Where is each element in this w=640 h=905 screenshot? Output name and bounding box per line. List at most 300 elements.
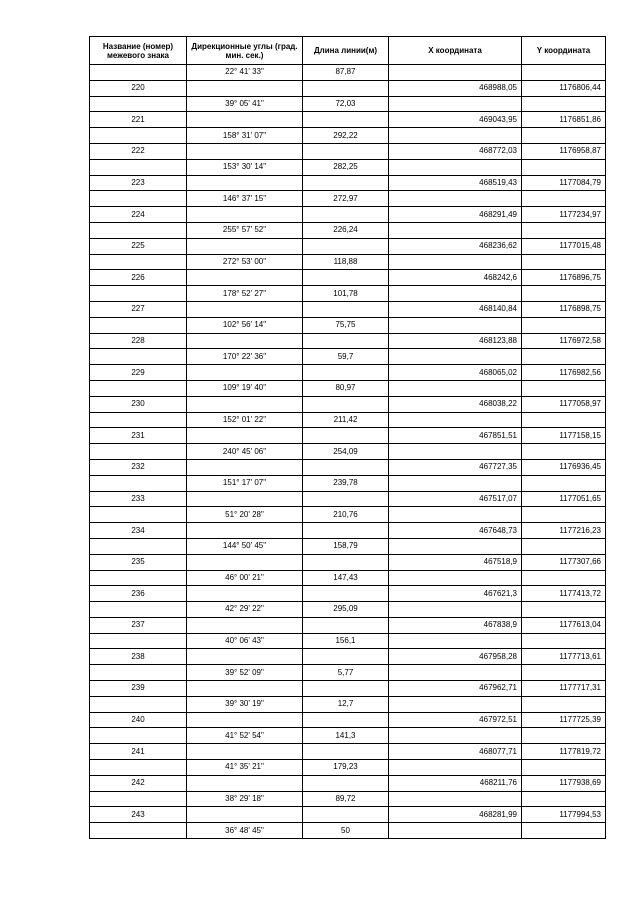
segment-length: 80,97 bbox=[303, 380, 389, 396]
segment-row bbox=[90, 286, 606, 302]
segment-row bbox=[90, 65, 606, 81]
point-angle-cell bbox=[187, 112, 303, 128]
segment-length: 89,72 bbox=[303, 791, 389, 807]
segment-length: 254,09 bbox=[303, 444, 389, 460]
point-name: 230 bbox=[90, 396, 187, 412]
point-y: 1176936,45 bbox=[522, 459, 606, 475]
segment-x-cell bbox=[389, 791, 522, 807]
segment-y-cell bbox=[522, 633, 606, 649]
segment-angle: 39° 30' 19" bbox=[187, 696, 303, 712]
header-length: Длина линии(м) bbox=[303, 37, 389, 65]
segment-name-cell bbox=[90, 728, 187, 744]
point-angle-cell bbox=[187, 365, 303, 381]
segment-row bbox=[90, 254, 606, 270]
point-angle-cell bbox=[187, 270, 303, 286]
segment-y-cell bbox=[522, 665, 606, 681]
segment-name-cell bbox=[90, 286, 187, 302]
segment-x-cell bbox=[389, 191, 522, 207]
segment-x-cell bbox=[389, 286, 522, 302]
segment-angle: 272° 53' 00" bbox=[187, 254, 303, 270]
point-length-cell bbox=[303, 554, 389, 570]
point-x: 467851,51 bbox=[389, 428, 522, 444]
segment-row bbox=[90, 602, 606, 618]
segment-angle: 255° 57' 52" bbox=[187, 222, 303, 238]
point-length-cell bbox=[303, 807, 389, 823]
point-length-cell bbox=[303, 365, 389, 381]
point-y: 1176958,87 bbox=[522, 143, 606, 159]
segment-x-cell bbox=[389, 602, 522, 618]
point-y: 1176806,44 bbox=[522, 80, 606, 96]
segment-x-cell bbox=[389, 254, 522, 270]
segment-y-cell bbox=[522, 412, 606, 428]
point-y: 1177158,15 bbox=[522, 428, 606, 444]
segment-row bbox=[90, 222, 606, 238]
point-row bbox=[90, 396, 606, 412]
segment-angle: 22° 41' 33" bbox=[187, 65, 303, 81]
header-name: Название (номер) межевого знака bbox=[90, 37, 187, 65]
segment-angle: 51° 20' 28" bbox=[187, 507, 303, 523]
point-y: 1177307,66 bbox=[522, 554, 606, 570]
point-y: 1177613,04 bbox=[522, 617, 606, 633]
point-x: 468065,02 bbox=[389, 365, 522, 381]
segment-angle: 144° 50' 45" bbox=[187, 538, 303, 554]
segment-name-cell bbox=[90, 760, 187, 776]
segment-name-cell bbox=[90, 254, 187, 270]
point-x: 467838,9 bbox=[389, 617, 522, 633]
segment-length: 272,97 bbox=[303, 191, 389, 207]
point-name: 233 bbox=[90, 491, 187, 507]
segment-name-cell bbox=[90, 665, 187, 681]
point-angle-cell bbox=[187, 807, 303, 823]
segment-name-cell bbox=[90, 791, 187, 807]
point-row bbox=[90, 681, 606, 697]
segment-y-cell bbox=[522, 760, 606, 776]
table-header-row bbox=[90, 37, 606, 65]
point-y: 1177819,72 bbox=[522, 744, 606, 760]
point-x: 467621,3 bbox=[389, 586, 522, 602]
point-angle-cell bbox=[187, 554, 303, 570]
segment-angle: 42° 29' 22" bbox=[187, 602, 303, 618]
point-length-cell bbox=[303, 428, 389, 444]
point-row bbox=[90, 428, 606, 444]
segment-y-cell bbox=[522, 728, 606, 744]
segment-y-cell bbox=[522, 538, 606, 554]
point-row bbox=[90, 301, 606, 317]
segment-name-cell bbox=[90, 96, 187, 112]
point-row bbox=[90, 270, 606, 286]
point-length-cell bbox=[303, 80, 389, 96]
point-length-cell bbox=[303, 491, 389, 507]
point-y: 1176896,75 bbox=[522, 270, 606, 286]
point-angle-cell bbox=[187, 333, 303, 349]
segment-angle: 102° 56' 14" bbox=[187, 317, 303, 333]
point-x: 468038,22 bbox=[389, 396, 522, 412]
point-angle-cell bbox=[187, 238, 303, 254]
point-x: 468291,49 bbox=[389, 207, 522, 223]
segment-name-cell bbox=[90, 475, 187, 491]
segment-angle: 240° 45' 06" bbox=[187, 444, 303, 460]
segment-name-cell bbox=[90, 159, 187, 175]
segment-length: 5,77 bbox=[303, 665, 389, 681]
point-length-cell bbox=[303, 175, 389, 191]
point-row bbox=[90, 775, 606, 791]
segment-angle: 41° 35' 21" bbox=[187, 760, 303, 776]
segment-length: 156,1 bbox=[303, 633, 389, 649]
point-length-cell bbox=[303, 744, 389, 760]
point-y: 1177051,65 bbox=[522, 491, 606, 507]
segment-y-cell bbox=[522, 791, 606, 807]
point-row bbox=[90, 744, 606, 760]
segment-x-cell bbox=[389, 538, 522, 554]
segment-x-cell bbox=[389, 665, 522, 681]
segment-y-cell bbox=[522, 65, 606, 81]
segment-name-cell bbox=[90, 222, 187, 238]
header-y: Y координата bbox=[522, 37, 606, 65]
point-angle-cell bbox=[187, 617, 303, 633]
point-length-cell bbox=[303, 333, 389, 349]
segment-y-cell bbox=[522, 602, 606, 618]
point-name: 227 bbox=[90, 301, 187, 317]
segment-name-cell bbox=[90, 602, 187, 618]
segment-angle: 152° 01' 22" bbox=[187, 412, 303, 428]
point-angle-cell bbox=[187, 175, 303, 191]
point-x: 467727,35 bbox=[389, 459, 522, 475]
segment-length: 239,78 bbox=[303, 475, 389, 491]
segment-angle: 46° 00' 21" bbox=[187, 570, 303, 586]
segment-y-cell bbox=[522, 444, 606, 460]
point-row bbox=[90, 207, 606, 223]
point-x: 468281,99 bbox=[389, 807, 522, 823]
segment-name-cell bbox=[90, 633, 187, 649]
point-length-cell bbox=[303, 143, 389, 159]
segment-row bbox=[90, 475, 606, 491]
point-name: 228 bbox=[90, 333, 187, 349]
segment-row bbox=[90, 380, 606, 396]
point-name: 222 bbox=[90, 143, 187, 159]
segment-length: 141,3 bbox=[303, 728, 389, 744]
point-name: 231 bbox=[90, 428, 187, 444]
segment-name-cell bbox=[90, 538, 187, 554]
point-row bbox=[90, 80, 606, 96]
segment-length: 226,24 bbox=[303, 222, 389, 238]
segment-length: 295,09 bbox=[303, 602, 389, 618]
point-y: 1176898,75 bbox=[522, 301, 606, 317]
point-angle-cell bbox=[187, 301, 303, 317]
point-row bbox=[90, 143, 606, 159]
point-x: 468772,03 bbox=[389, 143, 522, 159]
point-y: 1177058,97 bbox=[522, 396, 606, 412]
segment-row bbox=[90, 633, 606, 649]
point-angle-cell bbox=[187, 744, 303, 760]
point-name: 225 bbox=[90, 238, 187, 254]
point-x: 467518,9 bbox=[389, 554, 522, 570]
point-x: 467517,07 bbox=[389, 491, 522, 507]
point-x: 468077,71 bbox=[389, 744, 522, 760]
point-name: 241 bbox=[90, 744, 187, 760]
point-y: 1177938,69 bbox=[522, 775, 606, 791]
segment-y-cell bbox=[522, 128, 606, 144]
point-name: 238 bbox=[90, 649, 187, 665]
point-row bbox=[90, 491, 606, 507]
segment-x-cell bbox=[389, 412, 522, 428]
segment-x-cell bbox=[389, 65, 522, 81]
point-row bbox=[90, 333, 606, 349]
point-y: 1176982,56 bbox=[522, 365, 606, 381]
segment-name-cell bbox=[90, 412, 187, 428]
point-row bbox=[90, 238, 606, 254]
segment-length: 179,23 bbox=[303, 760, 389, 776]
segment-x-cell bbox=[389, 222, 522, 238]
segment-length: 210,76 bbox=[303, 507, 389, 523]
point-y: 1177725,39 bbox=[522, 712, 606, 728]
point-angle-cell bbox=[187, 586, 303, 602]
segment-y-cell bbox=[522, 696, 606, 712]
segment-angle: 39° 52' 09" bbox=[187, 665, 303, 681]
point-length-cell bbox=[303, 459, 389, 475]
point-angle-cell bbox=[187, 681, 303, 697]
segment-name-cell bbox=[90, 570, 187, 586]
segment-y-cell bbox=[522, 222, 606, 238]
segment-x-cell bbox=[389, 475, 522, 491]
segment-angle: 36° 48' 45" bbox=[187, 823, 303, 839]
point-row bbox=[90, 175, 606, 191]
point-row bbox=[90, 459, 606, 475]
point-y: 1177234,97 bbox=[522, 207, 606, 223]
segment-x-cell bbox=[389, 128, 522, 144]
segment-name-cell bbox=[90, 65, 187, 81]
point-row bbox=[90, 807, 606, 823]
segment-x-cell bbox=[389, 823, 522, 839]
point-row bbox=[90, 112, 606, 128]
segment-length: 101,78 bbox=[303, 286, 389, 302]
segment-length: 282,25 bbox=[303, 159, 389, 175]
segment-name-cell bbox=[90, 507, 187, 523]
point-y: 1177015,48 bbox=[522, 238, 606, 254]
segment-angle: 109° 19' 40" bbox=[187, 380, 303, 396]
segment-name-cell bbox=[90, 349, 187, 365]
point-angle-cell bbox=[187, 80, 303, 96]
segment-row bbox=[90, 665, 606, 681]
point-angle-cell bbox=[187, 428, 303, 444]
segment-row bbox=[90, 538, 606, 554]
point-row bbox=[90, 365, 606, 381]
point-x: 468211,76 bbox=[389, 775, 522, 791]
segment-row bbox=[90, 728, 606, 744]
point-y: 1176972,58 bbox=[522, 333, 606, 349]
point-angle-cell bbox=[187, 649, 303, 665]
segment-length: 75,75 bbox=[303, 317, 389, 333]
point-x: 467958,28 bbox=[389, 649, 522, 665]
point-x: 468140,84 bbox=[389, 301, 522, 317]
segment-row bbox=[90, 570, 606, 586]
point-x: 468236,62 bbox=[389, 238, 522, 254]
segment-y-cell bbox=[522, 254, 606, 270]
point-name: 226 bbox=[90, 270, 187, 286]
segment-row bbox=[90, 159, 606, 175]
segment-y-cell bbox=[522, 349, 606, 365]
segment-row bbox=[90, 128, 606, 144]
segment-y-cell bbox=[522, 159, 606, 175]
point-name: 239 bbox=[90, 681, 187, 697]
point-name: 242 bbox=[90, 775, 187, 791]
point-row bbox=[90, 617, 606, 633]
point-length-cell bbox=[303, 396, 389, 412]
point-y: 1177994,53 bbox=[522, 807, 606, 823]
segment-x-cell bbox=[389, 96, 522, 112]
point-angle-cell bbox=[187, 396, 303, 412]
segment-row bbox=[90, 191, 606, 207]
segment-name-cell bbox=[90, 823, 187, 839]
segment-y-cell bbox=[522, 96, 606, 112]
point-length-cell bbox=[303, 775, 389, 791]
point-row bbox=[90, 523, 606, 539]
point-row bbox=[90, 554, 606, 570]
segment-length: 158,79 bbox=[303, 538, 389, 554]
segment-length: 147,43 bbox=[303, 570, 389, 586]
point-y: 1177084,79 bbox=[522, 175, 606, 191]
segment-y-cell bbox=[522, 507, 606, 523]
segment-length: 12,7 bbox=[303, 696, 389, 712]
segment-row bbox=[90, 760, 606, 776]
point-length-cell bbox=[303, 712, 389, 728]
header-angle: Дирекционные углы (град. мин. сек.) bbox=[187, 37, 303, 65]
segment-angle: 151° 17' 07" bbox=[187, 475, 303, 491]
point-length-cell bbox=[303, 112, 389, 128]
segment-name-cell bbox=[90, 444, 187, 460]
segment-row bbox=[90, 444, 606, 460]
segment-row bbox=[90, 349, 606, 365]
point-x: 468519,43 bbox=[389, 175, 522, 191]
point-name: 232 bbox=[90, 459, 187, 475]
point-angle-cell bbox=[187, 712, 303, 728]
point-name: 240 bbox=[90, 712, 187, 728]
segment-length: 87,87 bbox=[303, 65, 389, 81]
segment-y-cell bbox=[522, 317, 606, 333]
segment-name-cell bbox=[90, 380, 187, 396]
segment-angle: 158° 31' 07" bbox=[187, 128, 303, 144]
point-name: 223 bbox=[90, 175, 187, 191]
point-name: 229 bbox=[90, 365, 187, 381]
segment-angle: 38° 29' 18" bbox=[187, 791, 303, 807]
segment-x-cell bbox=[389, 380, 522, 396]
point-angle-cell bbox=[187, 491, 303, 507]
point-name: 237 bbox=[90, 617, 187, 633]
point-y: 1176851,86 bbox=[522, 112, 606, 128]
segment-row bbox=[90, 412, 606, 428]
segment-row bbox=[90, 507, 606, 523]
segment-length: 50 bbox=[303, 823, 389, 839]
segment-y-cell bbox=[522, 570, 606, 586]
point-row bbox=[90, 649, 606, 665]
point-name: 235 bbox=[90, 554, 187, 570]
point-name: 221 bbox=[90, 112, 187, 128]
table-body bbox=[90, 65, 606, 839]
point-row bbox=[90, 586, 606, 602]
segment-length: 292,22 bbox=[303, 128, 389, 144]
segment-row bbox=[90, 791, 606, 807]
segment-y-cell bbox=[522, 823, 606, 839]
point-x: 468988,05 bbox=[389, 80, 522, 96]
segment-length: 211,42 bbox=[303, 412, 389, 428]
segment-x-cell bbox=[389, 570, 522, 586]
point-x: 469043,95 bbox=[389, 112, 522, 128]
point-name: 236 bbox=[90, 586, 187, 602]
segment-row bbox=[90, 96, 606, 112]
segment-angle: 41° 52' 54" bbox=[187, 728, 303, 744]
point-angle-cell bbox=[187, 143, 303, 159]
point-angle-cell bbox=[187, 523, 303, 539]
point-length-cell bbox=[303, 523, 389, 539]
segment-x-cell bbox=[389, 349, 522, 365]
point-length-cell bbox=[303, 649, 389, 665]
segment-x-cell bbox=[389, 760, 522, 776]
point-row bbox=[90, 712, 606, 728]
segment-length: 59,7 bbox=[303, 349, 389, 365]
segment-x-cell bbox=[389, 159, 522, 175]
segment-y-cell bbox=[522, 475, 606, 491]
segment-angle: 153° 30' 14" bbox=[187, 159, 303, 175]
point-length-cell bbox=[303, 270, 389, 286]
point-angle-cell bbox=[187, 207, 303, 223]
segment-name-cell bbox=[90, 191, 187, 207]
segment-x-cell bbox=[389, 317, 522, 333]
point-y: 1177413,72 bbox=[522, 586, 606, 602]
segment-row bbox=[90, 696, 606, 712]
segment-name-cell bbox=[90, 317, 187, 333]
segment-length: 118,88 bbox=[303, 254, 389, 270]
segment-x-cell bbox=[389, 444, 522, 460]
segment-x-cell bbox=[389, 728, 522, 744]
point-name: 234 bbox=[90, 523, 187, 539]
segment-angle: 178° 52' 27" bbox=[187, 286, 303, 302]
point-x: 467648,73 bbox=[389, 523, 522, 539]
point-length-cell bbox=[303, 238, 389, 254]
segment-angle: 170° 22' 36" bbox=[187, 349, 303, 365]
header-x: X координата bbox=[389, 37, 522, 65]
segment-name-cell bbox=[90, 696, 187, 712]
segment-row bbox=[90, 317, 606, 333]
point-x: 468242,6 bbox=[389, 270, 522, 286]
point-y: 1177717,31 bbox=[522, 681, 606, 697]
segment-row bbox=[90, 823, 606, 839]
segment-y-cell bbox=[522, 191, 606, 207]
point-x: 468123,88 bbox=[389, 333, 522, 349]
point-length-cell bbox=[303, 207, 389, 223]
point-length-cell bbox=[303, 586, 389, 602]
segment-angle: 146° 37' 15" bbox=[187, 191, 303, 207]
point-y: 1177713,61 bbox=[522, 649, 606, 665]
point-x: 467962,71 bbox=[389, 681, 522, 697]
point-length-cell bbox=[303, 301, 389, 317]
boundary-coordinates-table bbox=[89, 36, 606, 839]
segment-y-cell bbox=[522, 286, 606, 302]
segment-x-cell bbox=[389, 507, 522, 523]
point-y: 1177216,23 bbox=[522, 523, 606, 539]
segment-x-cell bbox=[389, 633, 522, 649]
point-length-cell bbox=[303, 617, 389, 633]
segment-angle: 39° 05' 41" bbox=[187, 96, 303, 112]
point-angle-cell bbox=[187, 459, 303, 475]
point-angle-cell bbox=[187, 775, 303, 791]
point-name: 224 bbox=[90, 207, 187, 223]
point-name: 220 bbox=[90, 80, 187, 96]
segment-name-cell bbox=[90, 128, 187, 144]
point-name: 243 bbox=[90, 807, 187, 823]
point-length-cell bbox=[303, 681, 389, 697]
segment-angle: 40° 06' 43" bbox=[187, 633, 303, 649]
segment-length: 72,03 bbox=[303, 96, 389, 112]
segment-x-cell bbox=[389, 696, 522, 712]
